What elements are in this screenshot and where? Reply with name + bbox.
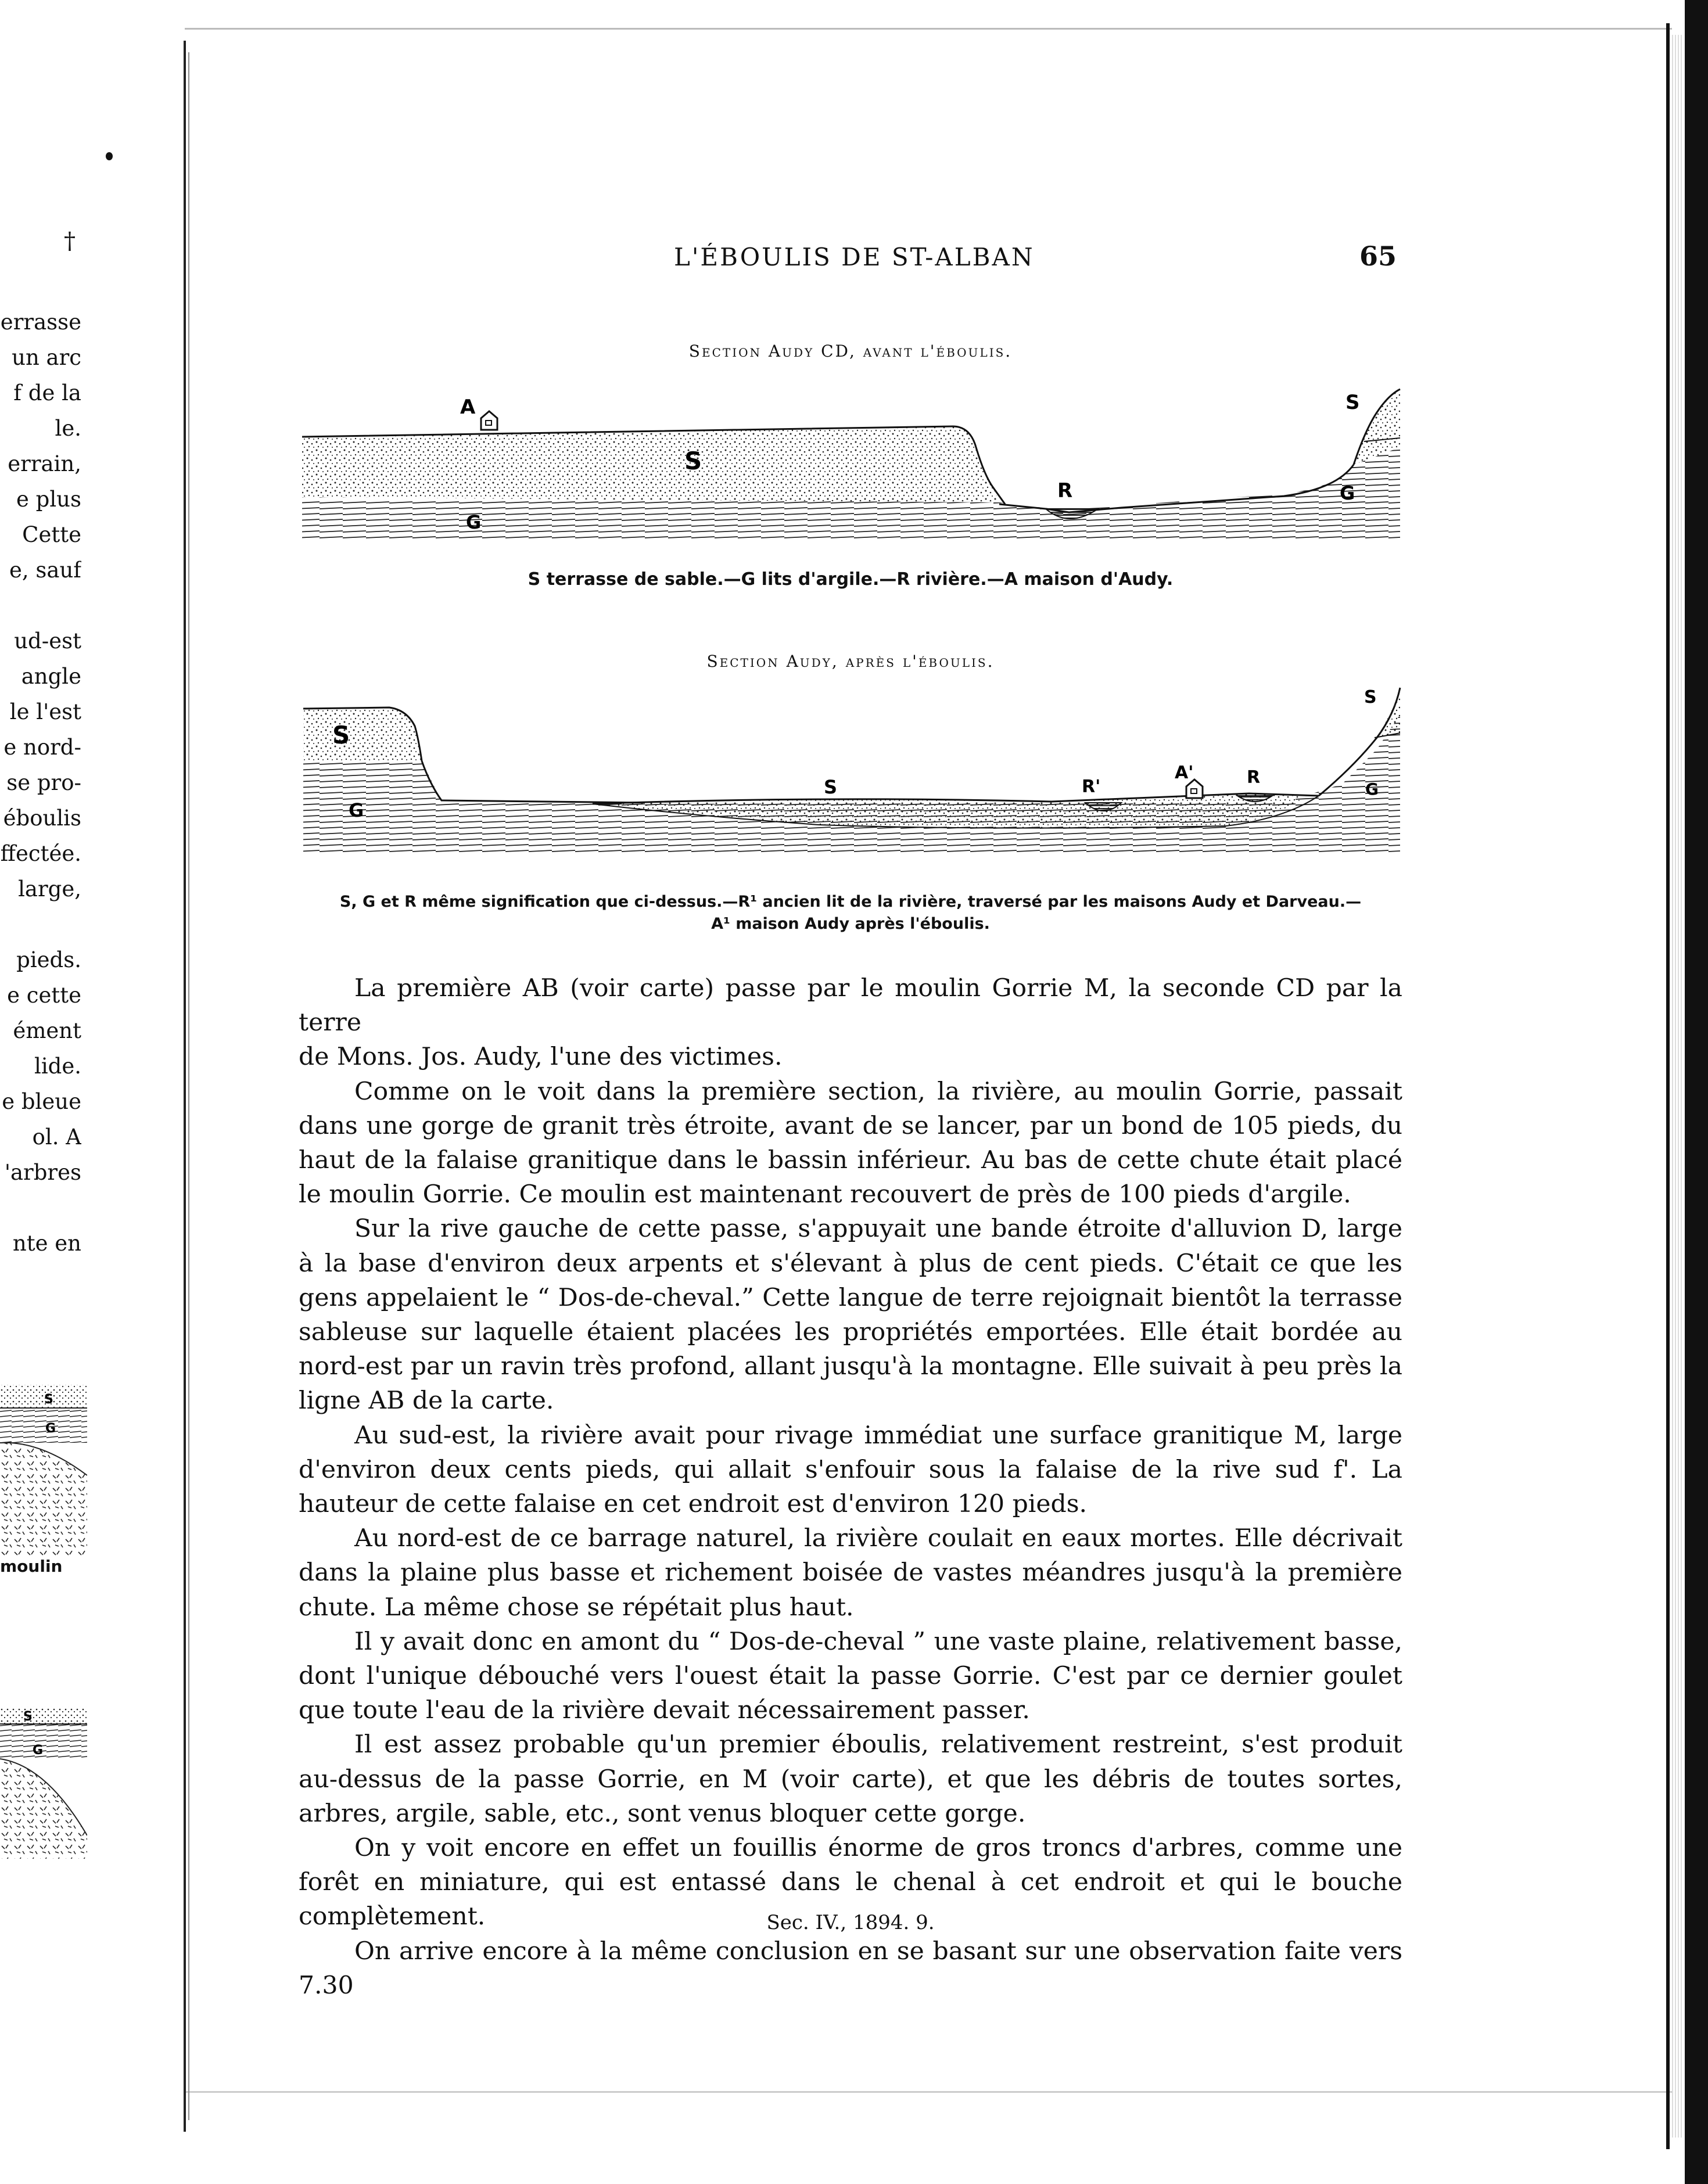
facing-page-line: f de la (13, 380, 81, 405)
signature-mark: Sec. IV., 1894. 9. (766, 1911, 935, 1934)
facing-page-line: e plus (16, 487, 81, 512)
facing-page-line: se pro- (6, 770, 81, 795)
paragraph-1a: La première AB (voir carte) passe par le moulin Gorrie M, la seconde CD par la terre (299, 974, 1402, 1037)
book-spine-shadow (188, 52, 189, 2120)
figure-2-caption-line-2: A¹ maison Audy après l'éboulis. (711, 915, 990, 933)
fig2-label-r: R (1247, 767, 1261, 788)
facing-page-figure-2 (0, 1702, 87, 1859)
figure-2-caption (299, 891, 1402, 935)
facing-page-line: éboulis (3, 806, 81, 831)
paragraph-8: On y voit encore en effet un fouillis énorme de gros troncs d'arbres, comme une forêt en miniature, qui est entassé dans le chenal à cet endroit et qui le bouche complètement. (299, 1834, 1402, 1931)
facing-page-line: errain, (8, 451, 81, 476)
fig2-label-s-mid: S (824, 776, 838, 798)
fig2-label-s-left: S (332, 721, 350, 749)
facing-page-mark: † (64, 228, 76, 254)
facing-page-fig-caption: moulin (0, 1557, 63, 1576)
scan-border (1685, 0, 1708, 2184)
facing-page-line: le. (55, 416, 81, 441)
fig2-label-g-right: G (1365, 780, 1379, 799)
facing-page-line: Cette (22, 522, 81, 547)
page-bottom-edge (185, 2091, 1672, 2093)
facing-fig-label: G (45, 1421, 56, 1436)
facing-page-line: un arc (12, 345, 81, 370)
page-right-edge (1666, 23, 1670, 2149)
fig2-label-a-prime: A' (1175, 763, 1194, 783)
figure-1-title: Section Audy CD, avant l'éboulis. (688, 342, 1013, 361)
facing-page-line: e cette (7, 983, 81, 1008)
paragraph-1b: de Mons. Jos. Audy, l'une des victimes. (299, 1043, 783, 1072)
facing-page-line: angle (21, 664, 81, 689)
paragraph-3: Sur la rive gauche de cette passe, s'appuyait une bande étroite d'alluvion D, large à la base d'environ deux arpents et s'élevant à plus de cent pieds. C'était ce que les gens appelaient le “ Dos-de-cheval.” Cette langue de terre rejoignait bientôt la terrasse sableuse sur laquelle étaient placées les propriétés emportées. Elle était bordée au nord-est par un ravin très profond, allant jusqu'à la montagne. Elle suivait à peu près la ligne AB de la carte. (299, 1215, 1402, 1416)
fig1-label-g-right: G (1340, 482, 1355, 504)
page-stack (1672, 35, 1682, 2138)
facing-page-line: e bleue (2, 1089, 81, 1114)
figure-2-section (296, 680, 1406, 860)
facing-page-line: pieds. (16, 947, 81, 972)
page-top-edge (185, 28, 1672, 30)
facing-page-line: nte en (12, 1231, 81, 1256)
facing-page-line: 'arbres (4, 1160, 81, 1185)
running-title: L'ÉBOULIS DE ST-ALBAN (674, 243, 1035, 271)
facing-page-dot (106, 152, 113, 160)
facing-page-line: ud-est (14, 628, 81, 653)
paragraph-4: Au sud-est, la rivière avait pour rivage immédiat une surface granitique M, large d'environ deux cents pieds, qui allait s'enfouir sous la falaise de la rive sud f'. La hauteur de cette falaise en cet endroit est d'environ 120 pieds. (299, 1421, 1402, 1519)
paragraph-2: Comme on le voit dans la première section, la rivière, au moulin Gorrie, passait dans une gorge de granit très étroite, avant de se lancer, par un bond de 105 pieds, du haut de la falaise granitique dans le bassin inférieur. Au bas de cette chute était placé le moulin Gorrie. Ce moulin est maintenant recouvert de près de 100 pieds d'argile. (299, 1077, 1402, 1209)
fig1-label-s-right: S (1345, 391, 1360, 414)
figure-1-caption: S terrasse de sable.—G lits d'argile.—R rivière.—A maison d'Audy. (528, 569, 1174, 590)
facing-page-line: lide. (34, 1054, 81, 1079)
facing-page-line: errasse (0, 310, 81, 335)
house-icon (481, 411, 497, 430)
paragraph-9: On arrive encore à la même conclusion en se basant sur une observation faite vers 7.30 (299, 1937, 1402, 2000)
figure-2-caption-line-1: S, G et R même signification que ci-dessus.—R¹ ancien lit de la rivière, traversé par les maisons Audy et Darveau.— (339, 893, 1362, 911)
facing-fig-label: S (23, 1709, 33, 1724)
facing-page-text (0, 304, 81, 1261)
figure-2-title: Section Audy, après l'éboulis. (706, 652, 995, 671)
facing-page-line: large, (18, 877, 81, 901)
paragraph-7: Il est assez probable qu'un premier éboulis, relativement restreint, s'est produit au-dessus de la passe Gorrie, en M (voir carte), et que les débris de toutes sortes, arbres, argile, sable, etc., sont venus bloquer cette gorge. (299, 1730, 1402, 1828)
book-spine (184, 41, 186, 2132)
fig1-label-r: R (1057, 479, 1073, 502)
page-number: 65 (1359, 240, 1397, 272)
facing-page-figure-1 (0, 1382, 87, 1557)
facing-page-line (0, 907, 81, 942)
fig2-label-g-left: G (349, 799, 364, 821)
fig1-label-s: S (684, 447, 702, 475)
facing-page-line: le l'est (9, 699, 81, 724)
facing-page-line: e nord- (3, 735, 81, 760)
facing-page-line: ffectée. (0, 841, 81, 866)
paragraph-6: Il y avait donc en amont du “ Dos-de-cheval ” une vaste plaine, relativement basse, dont l'unique débouché vers l'ouest était la passe Gorrie. C'est par ce dernier goulet que toute l'eau de la rivière devait nécessairement passer. (299, 1627, 1402, 1725)
fig2-label-s-right: S (1364, 687, 1377, 707)
fig2-label-r-prime: R' (1082, 777, 1101, 797)
facing-page-line (0, 1190, 81, 1226)
body-text (299, 971, 1402, 2003)
figure-1-section (296, 383, 1406, 552)
facing-page-line (0, 588, 81, 623)
facing-fig-label: G (33, 1743, 44, 1758)
facing-page-line: e, sauf (9, 558, 81, 583)
facing-fig-label: S (44, 1392, 53, 1407)
facing-page-line: ément (13, 1018, 81, 1043)
facing-page-line: ol. A (32, 1125, 81, 1150)
fig1-label-a: A (460, 396, 476, 419)
paragraph-5: Au nord-est de ce barrage naturel, la rivière coulait en eaux mortes. Elle décrivait dans la plaine plus basse et richement boisée de vastes méandres jusqu'à la première chute. La même chose se répétait plus haut. (299, 1524, 1402, 1622)
fig1-label-g: G (466, 511, 482, 533)
